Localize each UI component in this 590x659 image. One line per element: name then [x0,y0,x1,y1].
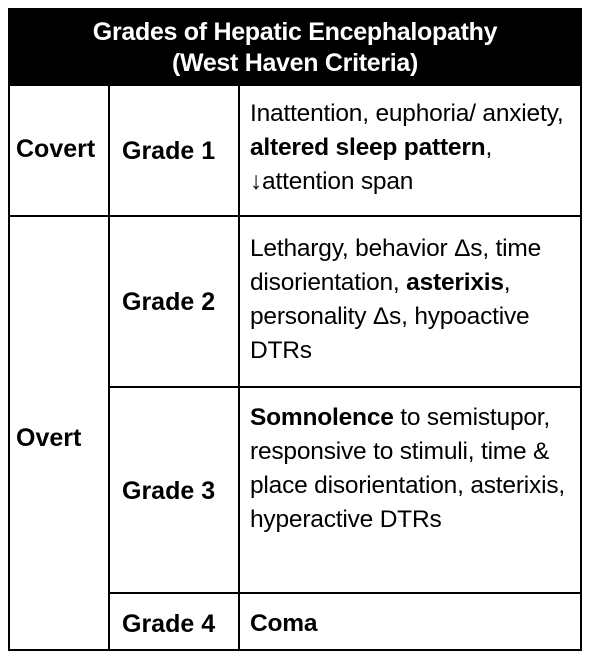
description-text: , ↓attention span [250,134,493,195]
description-text: to semistupor, responsive to stimuli, time & place disorientation, asterixis, hyperactive DTRs [250,404,565,533]
category-covert: Covert [16,135,96,163]
emphasized-text: asterixis [406,269,504,296]
description-text: Inattention, euphoria/ anxiety, [250,100,564,127]
row-divider-1 [10,215,580,217]
description-text: , personality Δs, hypoactive DTRs [250,269,530,364]
category-overt: Overt [16,424,82,452]
grade-label: Grade 4 [122,610,216,638]
row-divider-2 [108,386,580,388]
grade-label: Grade 2 [122,288,216,316]
criteria-table [8,8,582,651]
grade-label: Grade 3 [122,477,216,505]
description-text: Lethargy, behavior Δs, time disorientation, [250,235,542,296]
grade-description [250,97,572,199]
emphasized-text: Coma [250,610,318,637]
emphasized-text: Somnolence [250,404,394,431]
col-divider-category [108,86,110,649]
table-title: Grades of Hepatic Encephalopathy [92,18,498,46]
grade-description [250,401,570,537]
table-subtitle: (West Haven Criteria) [171,49,419,77]
table-header [10,10,580,86]
grade-label: Grade 1 [122,137,216,165]
emphasized-text: altered sleep pattern [250,134,486,161]
row-divider-3 [108,592,580,594]
grade-description [250,607,570,641]
col-divider-grade [238,86,240,649]
grade-description [250,232,575,368]
